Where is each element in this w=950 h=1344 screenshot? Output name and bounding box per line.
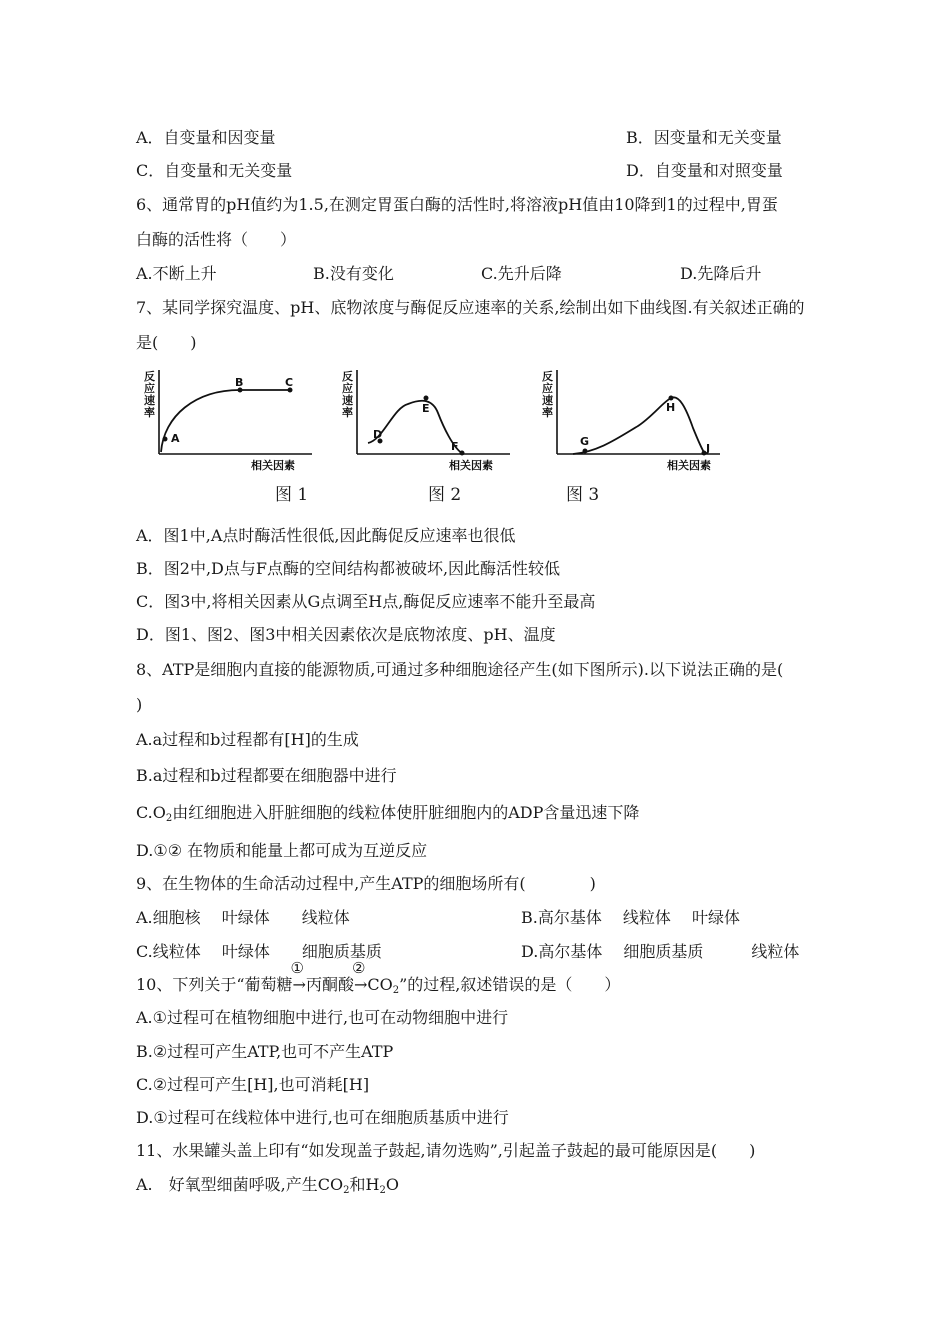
q11-stem: 11、水果罐头盖上印有“如发现盖子鼓起,请勿选购”,引起盖子鼓起的最可能原因是( ) (136, 1141, 756, 1160)
fig2-point-label: E (422, 402, 430, 415)
fig1-y-label-char: 速 (144, 394, 155, 407)
q9-option-b: B.高尔基体 线粒体 叶绿体 (521, 908, 741, 927)
q10-option-b: B.②过程可产生ATP,也可不产生ATP (136, 1042, 394, 1061)
fig1-curve (161, 390, 290, 452)
q9-stem: 9、在生物体的生命活动过程中,产生ATP的细胞场所有( ) (136, 874, 596, 893)
fig1-point (163, 437, 168, 442)
fig1-point-label: B (235, 376, 244, 389)
reaction-arrow-1: ① → (290, 959, 306, 994)
q9-option-c: C.线粒体 叶绿体 细胞质基质 (136, 942, 382, 961)
fig2-point (460, 451, 465, 456)
q7-option-c: C．图3中,将相关因素从G点调至H点,酶促反应速率不能升至最高 (136, 592, 596, 611)
fig1-y-label-char: 率 (144, 406, 155, 419)
q8-stem-line-2: ) (136, 695, 143, 714)
q5-option-b: B．因变量和无关变量 (626, 128, 782, 147)
figure-1 (140, 368, 320, 478)
fig3-curve (573, 397, 705, 454)
q7-option-b: B．图2中,D点与F点酶的空间结构都被破坏,因此酶活性较低 (136, 559, 561, 578)
q7-option-a: A．图1中,A点时酶活性很低,因此酶促反应速率也很低 (136, 526, 516, 545)
q10-option-d: D.①过程可在线粒体中进行,也可在细胞质基质中进行 (136, 1108, 509, 1127)
q6-stem-line-2: 白酶的活性将（ ） (136, 230, 297, 249)
fig1-y-label-char: 应 (144, 382, 155, 395)
q8-option-d: D.①② 在物质和能量上都可成为互逆反应 (136, 841, 428, 860)
q7-stem-line-2: 是( ) (136, 333, 197, 352)
q11-option-a: A. 好氧型细菌呼吸,产生$CO_2$和$H_2O$ (136, 1175, 399, 1196)
q5-option-d: D．自变量和对照变量 (626, 161, 783, 180)
fig3-point (583, 449, 588, 454)
fig2-x-label: 相关因素 (449, 459, 493, 472)
q5-option-c: C．自变量和无关变量 (136, 161, 293, 180)
q8-stem-line-1: 8、ATP是细胞内直接的能源物质,可通过多种细胞途径产生(如下图所示).以下说法正确的是( (136, 660, 784, 679)
fig3-point-label: G (580, 435, 590, 448)
q8-option-c: $C.O_2$由红细胞进入肝脏细胞的线粒体使肝脏细胞内的ADP含量迅速下降 (136, 803, 640, 824)
fig3-x-label: 相关因素 (667, 459, 711, 472)
fig3-y-label-char: 应 (542, 382, 553, 395)
figure-3 (538, 368, 728, 478)
fig1-x-label: 相关因素 (251, 459, 295, 472)
fig1-point-label: A (171, 432, 180, 445)
q8-option-a: A.a过程和b过程都有[H]的生成 (136, 730, 359, 749)
fig3-y-label-char: 率 (542, 406, 553, 419)
q7-stem-line-1: 7、某同学探究温度、pH、底物浓度与酶促反应速率的关系,绘制出如下曲线图.有关叙述正确的 (136, 298, 805, 317)
fig3-point-label: H (666, 401, 676, 414)
fig3-y-label-char: 速 (542, 394, 553, 407)
q10-stem: 10、下列关于“葡萄糖 ① →丙酮酸 ② $\to CO_2$”的过程,叙述错误的是（ ） (136, 959, 621, 996)
fig2-curve (368, 401, 463, 454)
fig2-y-label-char: 反 (342, 370, 353, 383)
fig3-point-label: J (706, 442, 711, 455)
figure-2 (338, 368, 518, 478)
q6-option-a: A.不断上升 (136, 264, 217, 283)
reaction-arrow-2: ② → (351, 959, 368, 994)
fig1-point-label: C (285, 376, 294, 389)
fig2-caption: 图 2 (428, 485, 462, 505)
fig3-caption: 图 3 (566, 485, 600, 505)
fig1-y-label-char: 反 (144, 370, 155, 383)
fig3-point (669, 396, 674, 401)
q8-option-b: B.a过程和b过程都要在细胞器中进行 (136, 766, 397, 785)
fig2-y-label-char: 率 (342, 406, 353, 419)
fig3-y-label-char: 反 (542, 370, 553, 383)
q9-option-a: A.细胞核 叶绿体 线粒体 (136, 908, 350, 927)
q6-option-c: C.先升后降 (481, 264, 562, 283)
q9-option-d: D.高尔基体 细胞质基质 线粒体 (521, 942, 800, 961)
q5-option-a: A．自变量和因变量 (136, 128, 276, 147)
fig2-point-label: F (451, 440, 459, 453)
q6-option-b: B.没有变化 (313, 264, 394, 283)
q7-option-d: D．图1、图2、图3中相关因素依次是底物浓度、pH、温度 (136, 625, 556, 644)
fig1-caption: 图 1 (275, 485, 309, 505)
q6-stem-line-1: 6、通常胃的pH值约为1.5,在测定胃蛋白酶的活性时,将溶液pH值由10降到1的过程中,胃蛋 (136, 195, 778, 214)
fig2-point (424, 396, 429, 401)
fig2-y-label-char: 应 (342, 382, 353, 395)
q10-option-a: A.①过程可在植物细胞中进行,也可在动物细胞中进行 (136, 1008, 509, 1027)
fig2-point-label: D (373, 428, 383, 441)
q10-option-c: C.②过程可产生[H],也可消耗[H] (136, 1075, 370, 1094)
q6-option-d: D.先降后升 (680, 264, 762, 283)
fig2-y-label-char: 速 (342, 394, 353, 407)
